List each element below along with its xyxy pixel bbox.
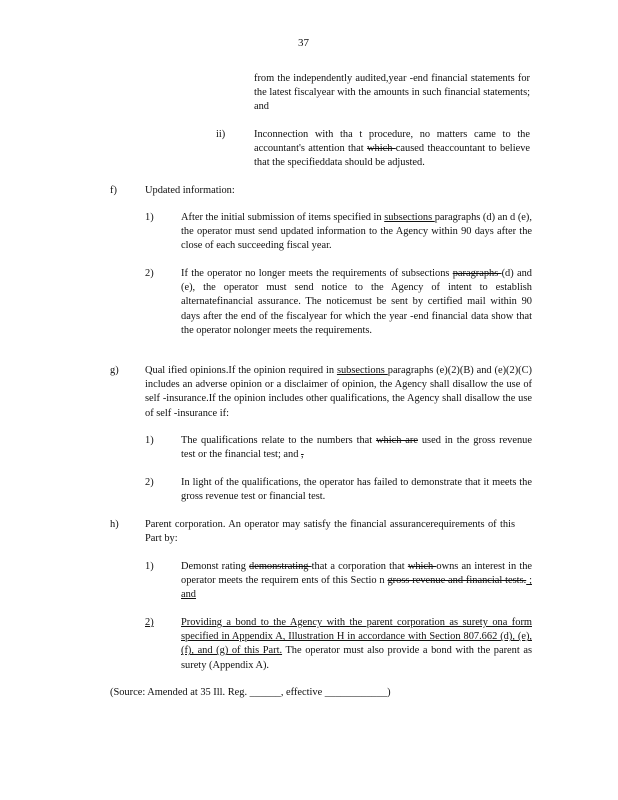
inserted-text: Providing a bond to the Agency with the parent corporation as surety ona form specified in Appendix A, Illustration H in accordance with Section 807.662 (d), (e), (f), and (g) of this Part.: [181, 617, 532, 657]
section-h-item1-label: 1): [145, 561, 154, 572]
struck-text: demonstrating: [249, 561, 312, 572]
item-ii-label: ii): [216, 129, 226, 140]
struck-text: which are: [376, 435, 418, 446]
section-h-item2-text: Providing a bond to the Agency with the parent corporation as surety ona form specified in Appendix A, Illustration H in accordance with Section 807.662 (d), (e), (f), and (g) of this Part. The operator must also provide a bond with the parent as surety (Appendix A).: [181, 617, 532, 671]
section-g-item1-text: The qualifications relate to the numbers that which are used in the gross revenue test or the financial test; and ,: [181, 435, 532, 461]
section-g-item2-label: 2): [145, 477, 154, 488]
section-g-text: Qual ified opinions.If the opinion required in subsections paragraphs (e)(2)(B) and (e)(2)(C) includes an adverse opinion or a disclaimer of opinion, the Agency shall disallow the use of self -insurance.If the opinion includes other qualifications, the Agency shall disallow the use of self -insurance if:: [145, 365, 533, 419]
section-h-text: Parent corporation. An operator may satisfy the financial assurancerequirements of this Part by:: [145, 519, 515, 545]
struck-text: gross revenue and financial tests.: [387, 575, 527, 587]
struck-text: which: [407, 561, 437, 572]
section-f-item2-text: If the operator no longer meets the requirements of subsections paragraphs (d) and (e), the operator must send notice to the Agency of intent to establish alternatefinancial assurance. The noticemust be sent by certified mail within 90 days after the end of the fiscalyear for which the year -end financial data show that the operator nolonger meets the requirements.: [181, 268, 532, 336]
continuation-paragraph: from the independently audited,year -end financial statements for the latest fiscalyear with the amounts in such financial statements; and: [254, 73, 530, 113]
item-ii-text: Inconnection with tha t procedure, no matters came to the accountant's attention that which caused theaccountant to believe that the specifieddata should be adjusted.: [254, 129, 530, 169]
section-f-title: Updated information:: [145, 185, 235, 196]
section-f-item1-label: 1): [145, 212, 154, 223]
section-g-item1-label: 1): [145, 435, 154, 446]
page-number: 37: [298, 37, 309, 49]
inserted-text: subsections: [336, 365, 388, 376]
struck-text: paragraphs: [452, 268, 502, 279]
section-h-item1-text: Demonst rating demonstrating that a corporation that which owns an interest in the operator meets the requirem ents of this Sectio n gross revenue and financial tests. ; and: [181, 561, 533, 601]
section-g-item2-text: In light of the qualifications, the operator has failed to demonstrate that it meets the gross revenue test or financial test.: [181, 477, 532, 503]
source-note: (Source: Amended at 35 Ill. Reg. ______, effective ____________): [110, 687, 391, 698]
section-f-label: f): [110, 185, 117, 196]
section-h-label: h): [110, 519, 119, 530]
inserted-text: ; and: [181, 575, 532, 601]
struck-text: which: [367, 143, 396, 155]
section-f-item1-text: After the initial submission of items specified in subsections paragraphs (d) an d (e), the operator must send updated information to the Agency within 90 days after the close of each succeeding fiscal year.: [181, 212, 532, 252]
inserted-text: subsections: [384, 212, 435, 223]
section-f-item2-label: 2): [145, 268, 154, 279]
blank-effective: ____________: [324, 687, 388, 698]
section-g-label: g): [110, 365, 119, 376]
struck-text: ,: [301, 449, 304, 461]
section-h-item2-label: 2): [145, 617, 154, 628]
blank-reg: ______: [249, 687, 281, 698]
